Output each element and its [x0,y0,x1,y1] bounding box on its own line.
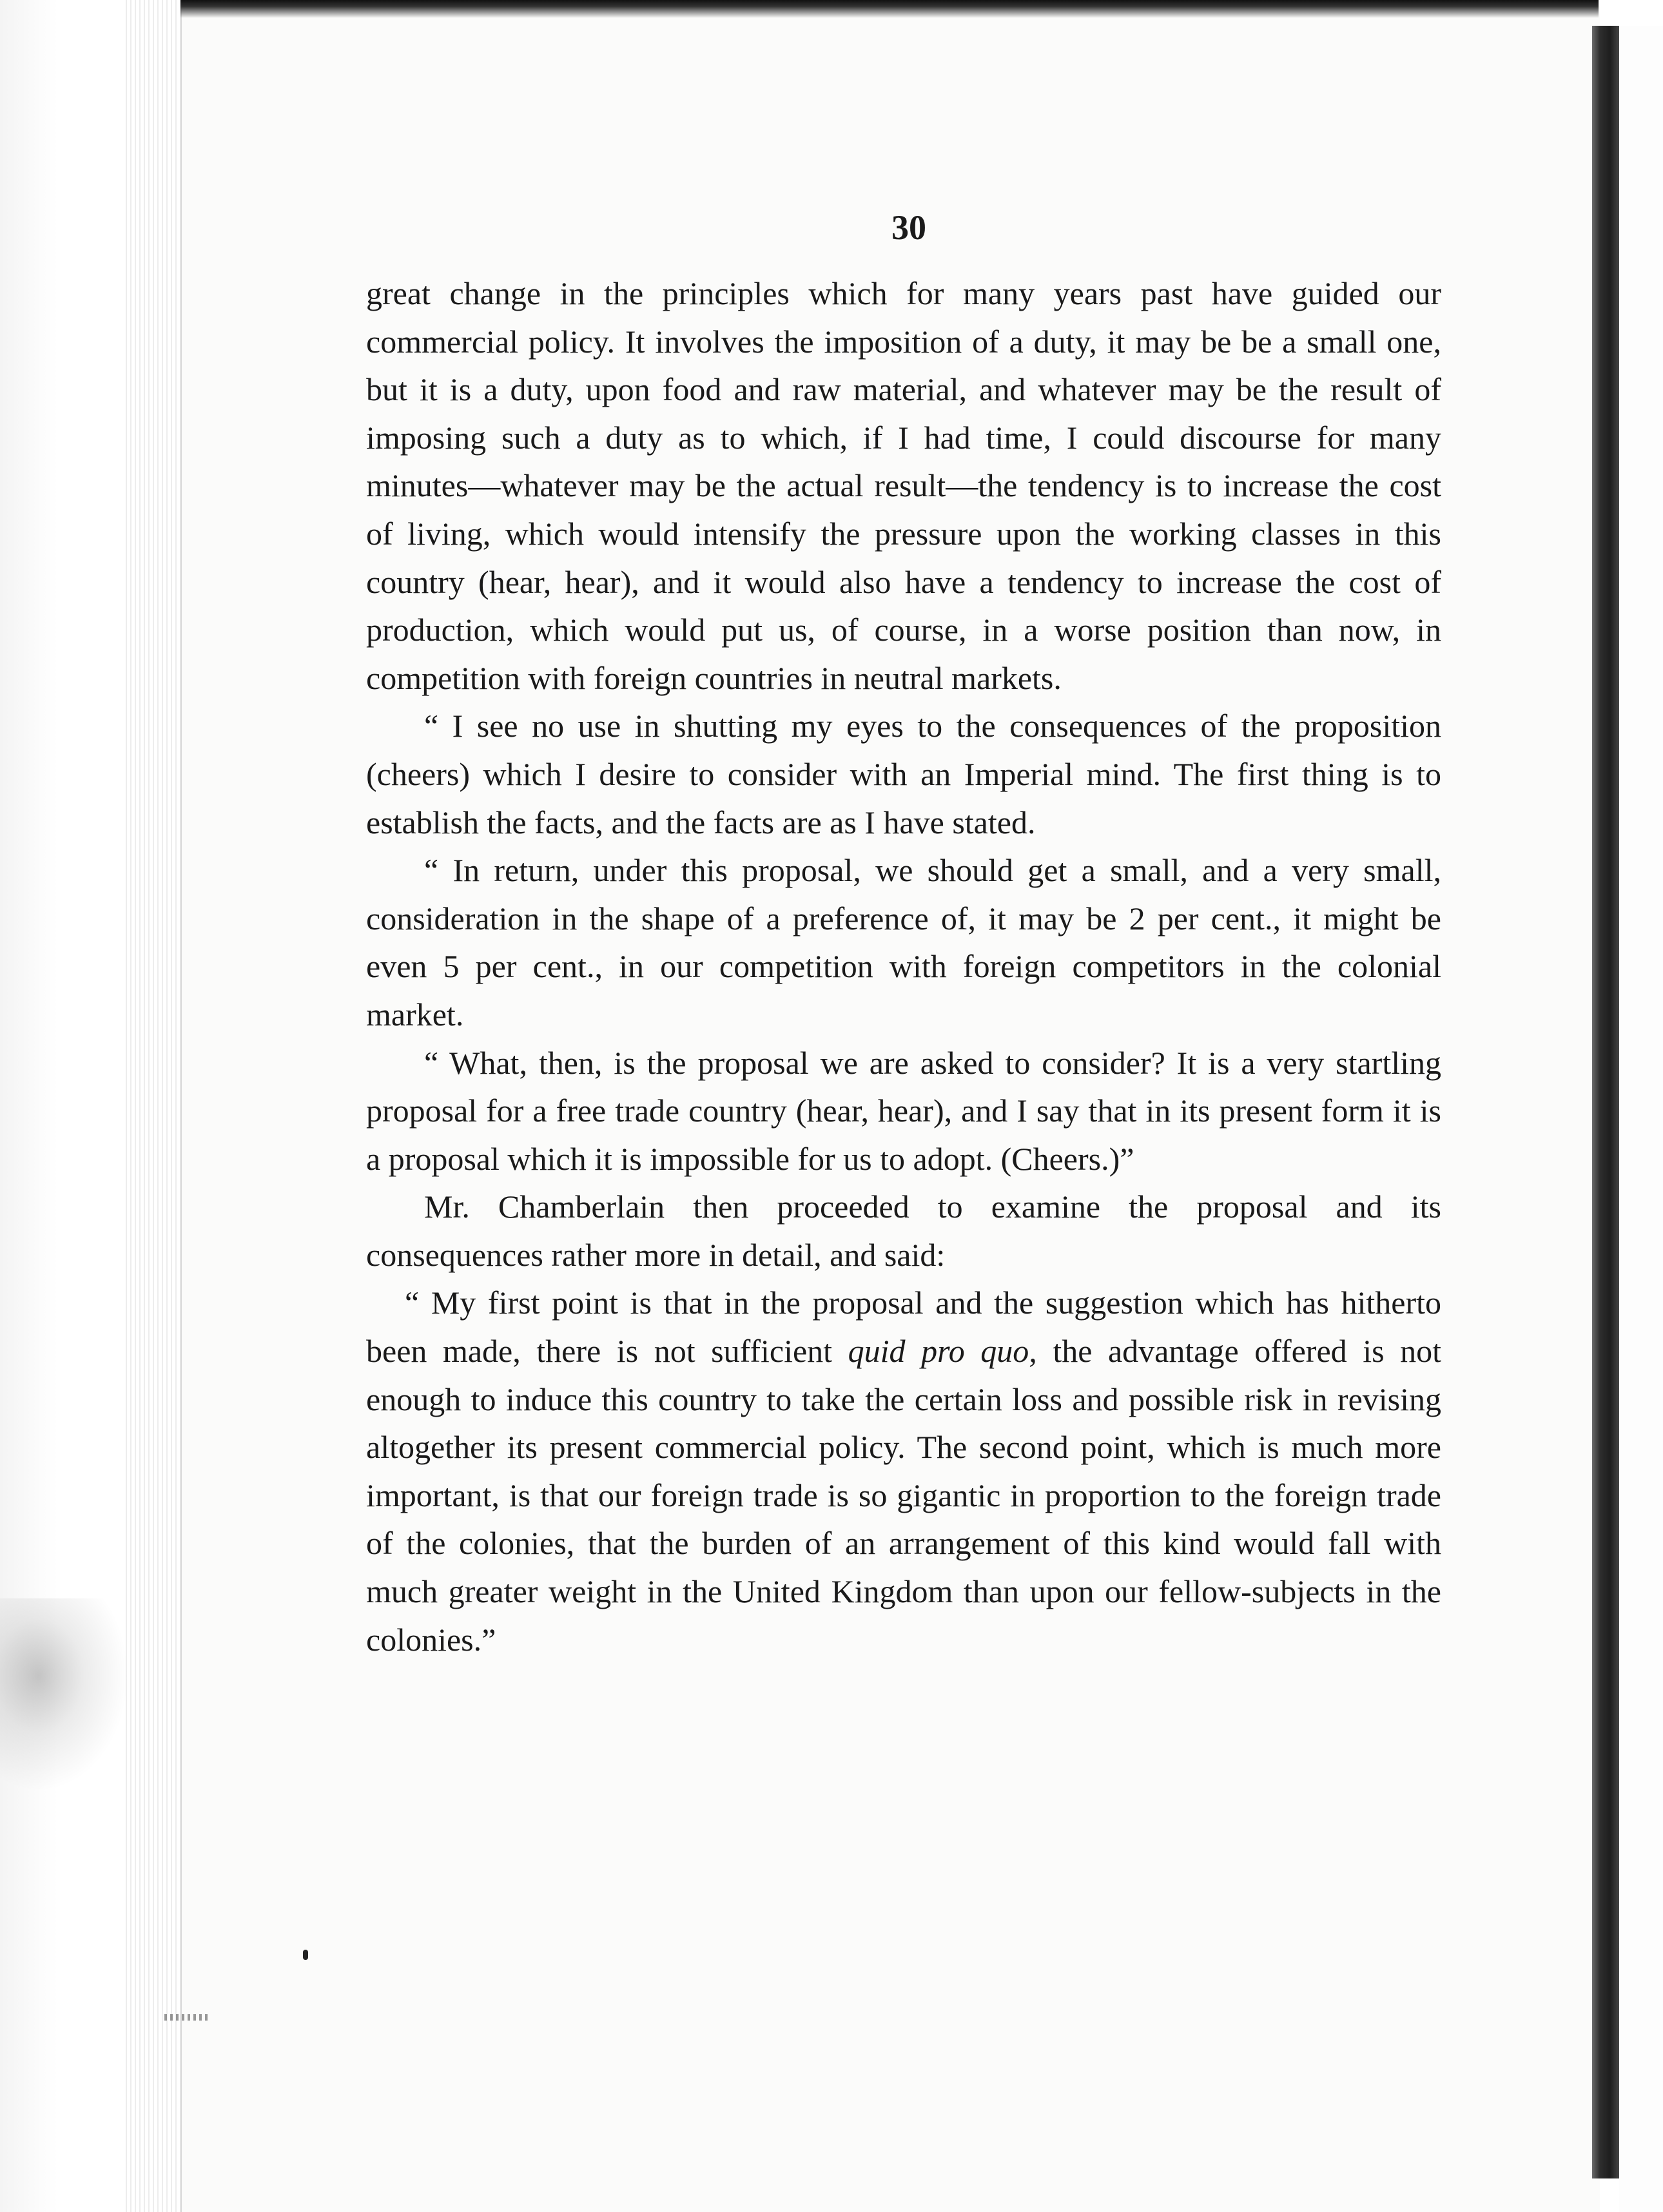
paragraph-in-return: “ In return, under this proposal, we should get a small, and a very small, consideration in the shape of a preference of, it may be 2 per cent., it might be even 5 per cent., in our competition with foreign competitors in the colonial market. [366,852,1441,1033]
page-number: 30 [891,208,926,247]
paragraph-continuation: great change in the principles which for many years past have guided our commercial policy. It involves the imposition of a duty, it may be be a small one, but it is a duty, upon food and raw material, and whatever may be the result of imposing such a duty as to which, if I had time, I could discourse for many minutes—whatever may be the actual result—the tendency is to increase the cost of living, which would intensify the pressure upon the working classes in this country (hear, hear), and it would also have a tendency to increase the cost of production, which would put us, of course, in a worse position than now, in competition with foreign countries in neutral markets. [366,275,1441,696]
paragraph-first-point [366,1279,1441,1664]
page-edges [126,0,184,2212]
paragraph-what-then: “ What, then, is the proposal we are asked to consider? It is a very startling proposal for a free trade country (hear, hear), and I say that in its present form it is a proposal which it is impossible for us to adopt. (Cheers.)” [366,1044,1441,1177]
facing-page-edge [1592,26,1619,2178]
top-shadow [180,0,1599,18]
paragraph-chamberlain: Mr. Chamberlain then proceeded to examine the proposal and its consequences rather more in detail, and said: [366,1188,1441,1273]
facing-page-margin [1619,26,1663,2212]
first-point-text-a: “ My first point is that in the proposal and the suggestion which has hitherto been made, there is not sufficient [366,1285,1441,1370]
quid-pro-quo: quid pro quo, [848,1333,1037,1370]
scan-blemish [0,1598,129,1792]
first-point-text-b: the advantage offered is not enough to induce this country to take the certain loss and possible risk in revising altogether its present commercial policy. The second point, which is much more important, is that our foreign trade is so gigantic in proportion to the foreign trade of the colonies, that the burden of an arrangement of this kind would fall with much greater weight in the United Kingdom than upon our fellow-subjects in the colonies.” [366,1333,1442,1658]
paragraph-consequences: “ I see no use in shutting my eyes to the consequences of the proposition (cheers) which I desire to consider with an Imperial mind. The first thing is to establish the facts, and the facts are as I have stated. [366,708,1441,840]
ink-smudge [164,2014,209,2021]
ink-dot [303,1950,308,1960]
body-text [366,269,1441,1664]
